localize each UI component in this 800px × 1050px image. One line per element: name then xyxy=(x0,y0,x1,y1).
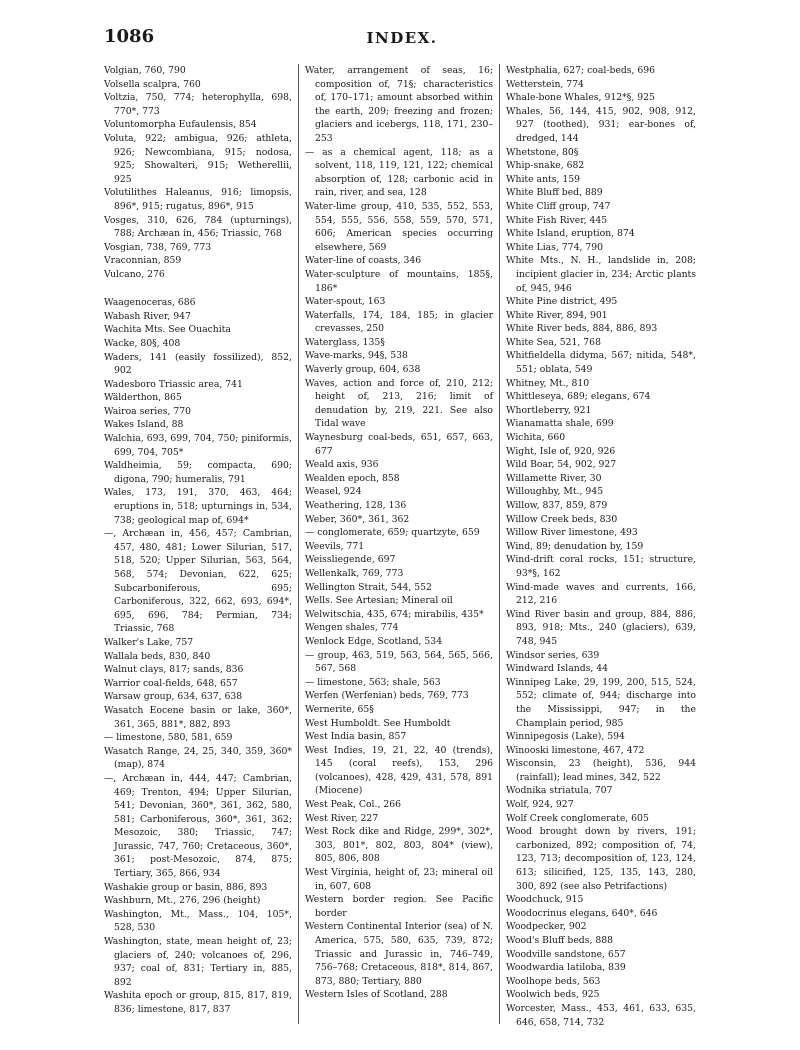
index-entry: West India basin, 857 xyxy=(305,731,407,743)
index-entry: Volsella scalpra, 760 xyxy=(104,78,201,90)
index-entry: Walchia, 693, 699, 704, 750; piniformis, 699, 704, 705* xyxy=(104,433,292,458)
index-entry: Waverly group, 604, 638 xyxy=(305,364,421,376)
index-entry: Willow Creek beds, 830 xyxy=(506,513,618,525)
index-entry: Wolf Creek conglomerate, 605 xyxy=(506,812,649,824)
index-entry: —, Archæan in, 456, 457; Cambrian, 457, 480, 481; Lower Silurian, 517, 518, 520; Upper Silurian, 563, 564, 568, 574; Devonian, 622, 625; Subcarboniferous, 695; Carboniferous, 322, 662, 693, 694*, 695, 696, 784; Permian, 734; Triassic, 768 xyxy=(104,528,292,635)
page-header xyxy=(104,26,700,52)
index-entry: White Bluff bed, 889 xyxy=(506,187,603,199)
index-entry: Wianamatta shale, 699 xyxy=(506,418,614,430)
index-entry: Wasatch Range, 24, 25, 340, 359, 360* (map), 874 xyxy=(104,745,292,771)
index-entry: White Lias, 774, 790 xyxy=(506,241,603,253)
index-entry: Wenlock Edge, Scotland, 534 xyxy=(305,635,443,647)
index-entry: West Rock dike and Ridge, 299*, 302*, 303, 801*, 802, 803, 804* (view), 805, 806, 808 xyxy=(305,826,493,865)
index-entry: Woodocrinus elegans, 640*, 646 xyxy=(506,907,658,919)
index-entry: Washakie group or basin, 886, 893 xyxy=(104,881,268,893)
index-entry: — group, 463, 519, 563, 564, 565, 566, 567, 568 xyxy=(305,649,493,675)
index-entry: Wachita Mts. See Ouachita xyxy=(104,324,231,336)
page-title: INDEX. xyxy=(366,29,438,47)
index-entry: Westphalia, 627; coal-beds, 696 xyxy=(506,65,656,76)
index-entry: Wind River basin and group, 884, 886, 893, 918; Mts., 240 (glaciers), 639, 748, 945 xyxy=(506,608,696,647)
index-entry: Waders, 141 (easily fossilized), 852, 902 xyxy=(104,351,292,377)
index-entry: Western border region. See Pacific border xyxy=(305,894,493,919)
index-entry: Woodville sandstone, 657 xyxy=(506,948,626,960)
index-entry: West Peak, Col., 266 xyxy=(305,799,401,811)
index-entry: Wolf, 924, 927 xyxy=(506,799,574,811)
index-entry: Wairoa series, 770 xyxy=(104,405,191,417)
index-column-1 xyxy=(104,64,292,1017)
index-entry: West Virginia, height of, 23; mineral oil in, 607, 608 xyxy=(305,867,493,892)
index-entry: White ants, 159 xyxy=(506,173,581,185)
page-number: 1086 xyxy=(104,26,155,47)
index-entry: Waldheimia, 59; compacta, 690; digona, 790; humeralis, 791 xyxy=(104,460,292,485)
index-entry: Vraconnian, 859 xyxy=(104,255,182,267)
index-entry: West River, 227 xyxy=(305,812,379,824)
index-entry: Werfen (Werfenian) beds, 769, 773 xyxy=(305,690,469,702)
index-entry: Voltzia, 750, 774; heterophylla, 698, 770*, 773 xyxy=(104,92,292,117)
index-column-3 xyxy=(506,64,696,1029)
index-entry: Woodpecker, 902 xyxy=(506,921,587,933)
index-entry: Welwitschia, 435, 674; mirabilis, 435* xyxy=(305,608,484,620)
index-entry: White Mts., N. H., landslide in, 208; incipient glacier in, 234; Arctic plants of, 945, 946 xyxy=(506,255,696,294)
index-entry: White Fish River, 445 xyxy=(506,214,608,226)
index-entry: Whittleseya, 689; elegans, 674 xyxy=(506,391,651,403)
index-entry: White Sea, 521, 768 xyxy=(506,336,601,348)
index-entry: Wellington Strait, 544, 552 xyxy=(305,581,432,593)
index-entry: Wacke, 80§, 408 xyxy=(104,337,181,349)
index-entry: Winooski limestone, 467, 472 xyxy=(506,744,645,756)
index-entry: Wind-made waves and currents, 166, 212, 216 xyxy=(506,581,696,607)
index-entry: Wood brought down by rivers, 191; carbonized, 892; composition of, 74, 123, 713; decomposition of, 123, 124, 613; silicified, 125, 135, 143, 280, 300, 892 (see also Petrifactions) xyxy=(506,826,696,892)
index-entry: Woodchuck, 915 xyxy=(506,894,584,906)
index-entry: Waagenoceras, 686 xyxy=(104,297,196,309)
index-entry: Weald axis, 936 xyxy=(305,459,379,471)
index-entry: Walnut clays, 817; sands, 836 xyxy=(104,664,244,676)
index-entry: Water-lime group, 410, 535, 552, 553, 554, 555, 556, 558, 559, 570, 571, 606; American species occurring elsewhere, 569 xyxy=(305,200,493,253)
index-entry: Wight, Isle of, 920, 926 xyxy=(506,445,616,457)
index-entry: Weathering, 128, 136 xyxy=(305,500,407,511)
index-entry: White River, 894, 901 xyxy=(506,309,608,321)
index-entry: Windward Islands, 44 xyxy=(506,663,609,675)
index-column-2 xyxy=(305,64,493,1002)
index-entry: Western Isles of Scotland, 288 xyxy=(305,989,448,1001)
index-entry: West Indies, 19, 21, 22, 40 (trends), 145 (coral reefs), 153, 296 (volcanoes), 428, 429, 431, 578, 891 (Miocene) xyxy=(305,744,493,797)
index-entry: Weevils, 771 xyxy=(305,540,365,552)
index-entry: Waves, action and force of, 210, 212; height of, 213, 216; limit of denudation by, 219, 221. See also Tidal wave xyxy=(305,377,493,430)
index-entry: Weber, 360*, 361, 362 xyxy=(305,513,410,525)
index-entry: Washburn, Mt., 276, 296 (height) xyxy=(104,895,261,907)
index-entry: Volutilithes Haleanus, 916; limopsis, 896*, 915; rugatus, 896*, 915 xyxy=(104,187,292,212)
index-entry: Vosgian, 738, 769, 773 xyxy=(104,241,212,253)
index-entry: Wales, 173, 191, 370, 463, 464; eruptions in, 518; upturnings in, 534, 738; geological map of, 694* xyxy=(104,487,292,526)
index-entry: Whortleberry, 921 xyxy=(506,404,592,416)
index-entry: Volgian, 760, 790 xyxy=(104,65,186,76)
index-entry: Willow River limestone, 493 xyxy=(506,527,638,539)
index-entry: Vulcano, 276 xyxy=(104,268,165,280)
index-entry: Wells. See Artesian; Mineral oil xyxy=(305,595,453,607)
index-entry: Wallala beds, 830, 840 xyxy=(104,650,211,662)
index-entry: Woolhope beds, 563 xyxy=(506,975,601,987)
index-entry: Wengen shales, 774 xyxy=(305,622,399,634)
index-entry: Whales, 56, 144, 415, 902, 908, 912, 927 (toothed), 931; ear-bones of, dredged, 144 xyxy=(506,105,696,144)
index-entry: Wabash River, 947 xyxy=(104,310,191,322)
index-entry: Wichita, 660 xyxy=(506,432,566,444)
index-entry: Wave-marks, 94§, 538 xyxy=(305,350,408,362)
index-entry: Water-spout, 163 xyxy=(305,296,386,308)
index-entry: Washington, state, mean height of, 23; glaciers of, 240; volcanoes of, 296, 937; coal of, 831; Tertiary in, 885, 892 xyxy=(104,936,292,988)
index-entry: Wernerite, 65§ xyxy=(305,703,374,715)
index-entry: Wealden epoch, 858 xyxy=(305,472,400,484)
index-entry: Voluntomorpha Eufaulensis, 854 xyxy=(104,119,257,131)
column-divider-1 xyxy=(298,64,299,1024)
index-entry: Waterfalls, 174, 184, 185; in glacier crevasses, 250 xyxy=(305,309,493,335)
index-entry: Weissliegende, 697 xyxy=(305,554,396,566)
index-entry: Washita epoch or group, 815, 817, 819, 836; limestone, 817, 837 xyxy=(104,990,292,1016)
index-entry: White Pine district, 495 xyxy=(506,296,618,308)
index-entry: White Cliff group, 747 xyxy=(506,200,611,212)
index-entry: —, Archæan in, 444, 447; Cambrian, 469; Trenton, 494; Upper Silurian, 541; Devonian, 360*, 361, 362, 580, 581; Carboniferous, 360*, 361, 362; Mesozoic, 380; Triassic, 747; Jurassic, 747, 760; Cretaceous, 360*, 361; post-Mesozoic, 874, 875; Tertiary, 365, 866, 934 xyxy=(104,772,292,880)
index-entry: Wälderthon, 865 xyxy=(104,392,182,404)
index-entry: Woodwardia latiloba, 839 xyxy=(506,962,626,974)
index-entry: Vosges, 310, 626, 784 (upturnings), 788; Archæan in, 456; Triassic, 768 xyxy=(104,214,292,240)
index-entry: Wodnika striatula, 707 xyxy=(506,785,613,797)
index-entry: — as a chemical agent, 118; as a solvent, 118, 119, 121, 122; chemical absorption of, 128; carbonic acid in rain, river, and sea, 128 xyxy=(305,146,493,199)
index-entry: West Humboldt. See Humboldt xyxy=(305,717,451,729)
index-entry: Whetstone, 80§ xyxy=(506,146,579,158)
index-entry: Winnipeg Lake, 29, 199, 200, 515, 524, 552; climate of, 944; discharge into the Mississippi, 947; in the Champlain period, 985 xyxy=(506,676,696,729)
index-entry: Windsor series, 639 xyxy=(506,649,600,661)
index-entry: Whale-bone Whales, 912*§, 925 xyxy=(506,92,655,104)
index-entry: Winnipegosis (Lake), 594 xyxy=(506,731,625,743)
index-entry: — conglomerate, 659; quartzyte, 659 xyxy=(305,527,480,539)
index-entry: Woolwich beds, 925 xyxy=(506,989,600,1001)
index-entry: Wetterstein, 774 xyxy=(506,78,584,90)
index-entry: Wind, 89; denudation by, 159 xyxy=(506,540,644,552)
index-entry: Wellenkalk, 769, 773 xyxy=(305,567,404,579)
index-entry: Wisconsin, 23 (height), 536, 944 (rainfall); lead mines, 342, 522 xyxy=(506,758,696,783)
index-entry: Waynesburg coal-beds, 651, 657, 663, 677 xyxy=(305,432,493,457)
index-entry: Water-line of coasts, 346 xyxy=(305,255,422,267)
column-divider-2 xyxy=(499,64,500,1024)
index-entry: Wind-drift coral rocks, 151; structure, 93*§, 162 xyxy=(506,554,696,579)
index-entry: Wood's Bluff beds, 888 xyxy=(506,935,613,946)
index-entry: Waterglass, 135§ xyxy=(305,336,385,348)
index-entry: Washington, Mt., Mass., 104, 105*, 528, 530 xyxy=(104,908,292,934)
index-entry: White Island, eruption, 874 xyxy=(506,228,635,240)
index-entry: Weasel, 924 xyxy=(305,486,362,498)
index-entry: — limestone, 580, 581, 659 xyxy=(104,732,233,744)
index-entry: Wakes Island, 88 xyxy=(104,419,184,431)
index-entry: Water, arrangement of seas, 16; composition of, 71§; characteristics of, 170–171; amount absorbed within the earth, 209; freezing and frozen; glaciers and icebergs, 118, 171, 230–253 xyxy=(305,65,493,144)
index-entry: Voluta, 922; ambigua, 926; athleta, 926; Newcombiana, 915; nodosa, 925; Showalteri, 915; Wetherellii, 925 xyxy=(104,132,292,185)
index-entry: Whitney, Mt., 810 xyxy=(506,377,590,389)
index-entry: Willoughby, Mt., 945 xyxy=(506,486,604,498)
index-entry: Water-sculpture of mountains, 185§, 186* xyxy=(305,268,493,294)
index-entry: Western Continental Interior (sea) of N. America, 575, 580, 635, 739, 872; Triassic and Jurassic in, 746–749, 756–768; Cretaceous, 818*, 814, 867, 873, 880; Tertiary, 880 xyxy=(305,921,493,987)
index-entry: Wadesboro Triassic area, 741 xyxy=(104,378,243,390)
index-entry: Willow, 837, 859, 879 xyxy=(506,500,608,511)
index-entry: Whip-snake, 682 xyxy=(506,160,585,172)
index-entry: Whitfieldella didyma, 567; nitida, 548*, 551; oblata, 549 xyxy=(506,350,696,376)
index-entry: Willamette River, 30 xyxy=(506,472,602,484)
index-entry: White River beds, 884, 886, 893 xyxy=(506,323,658,335)
index-entry: Warsaw group, 634, 637, 638 xyxy=(104,691,243,703)
index-entry: Wasatch Eocene basin or lake, 360*, 361, 365, 881*, 882, 893 xyxy=(104,704,292,730)
index-entry: Worcester, Mass., 453, 461, 633, 635, 646, 658, 714, 732 xyxy=(506,1002,696,1028)
index-entry: Walker's Lake, 757 xyxy=(104,636,194,648)
index-entry: — limestone, 563; shale, 563 xyxy=(305,676,441,688)
index-entry: Wild Boar, 54, 902, 927 xyxy=(506,459,617,471)
index-entry: Warrior coal-fields, 648, 657 xyxy=(104,677,238,689)
